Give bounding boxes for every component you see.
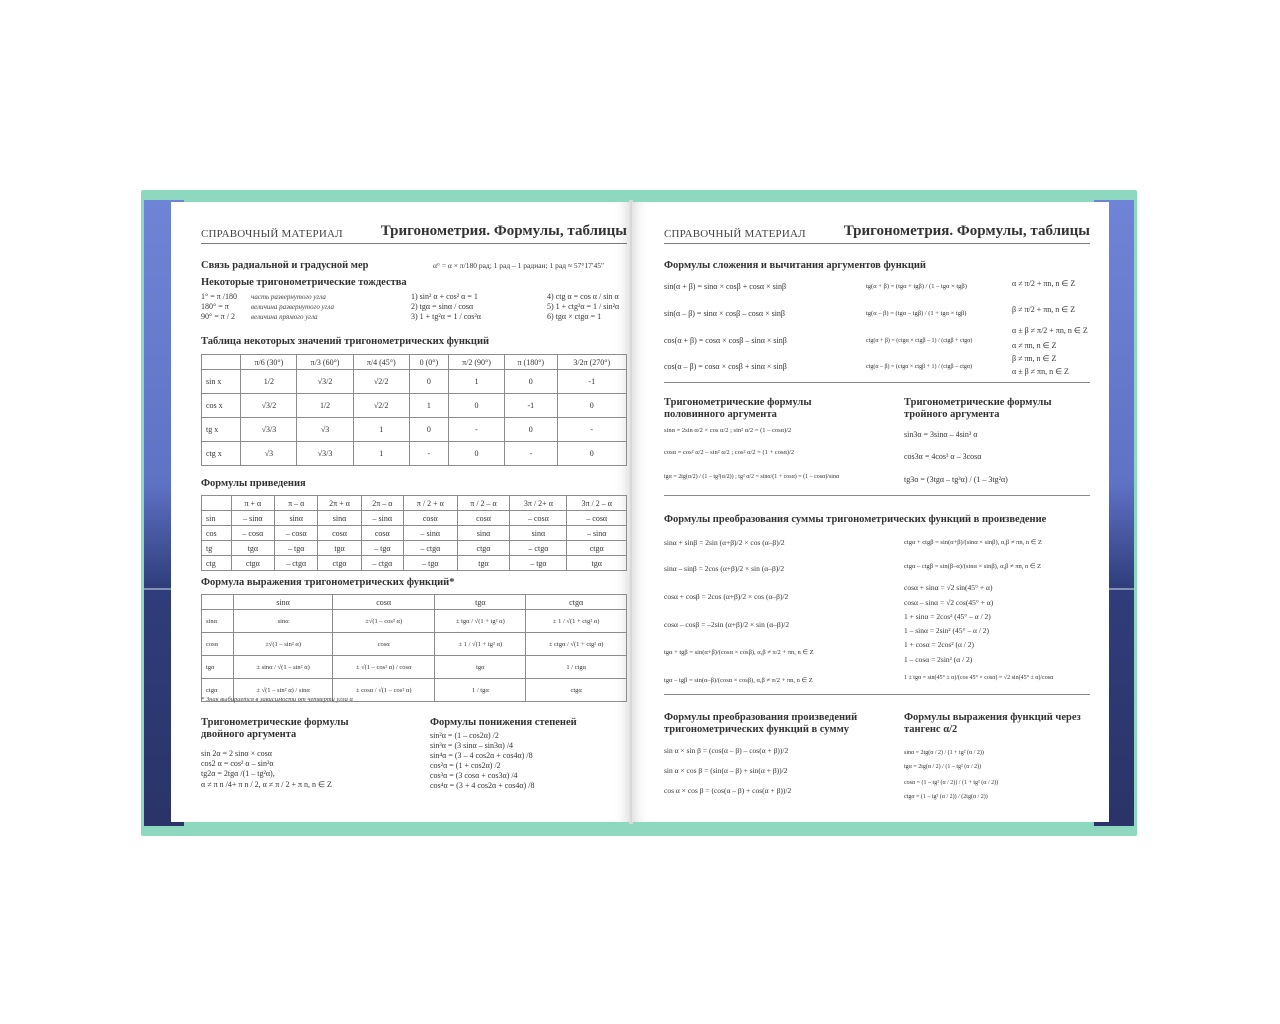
table-cell: sinα [457,526,510,541]
table-cell: – cosα [275,526,318,541]
page-title-right: Тригонометрия. Формулы, таблицы [843,223,1090,239]
table-cell: 1 / ctgα [526,656,627,679]
table-cell: √3 [297,418,353,442]
section-label-right: СПРАВОЧНЫЙ МАТЕРИАЛ [664,228,806,240]
addition-c3-4: β ≠ πn, n ∈ Z [1012,354,1057,363]
reduction_table-col-header: 3π / 2+ α [510,496,567,511]
addition-c3-5: α ± β ≠ πn, n ∈ Z [1012,367,1069,376]
sum-c2-3: cosα – sinα = √2 cos(45° + α) [904,598,994,607]
reduction_table-col-header: 3π / 2 – α [567,496,627,511]
table-cell: - [448,418,504,442]
reduction_table-col-header: 2π + α [318,496,361,511]
identity-c4-2: 6) tgα × ctgα = 1 [547,312,602,321]
power-reduction-3: cos²α = (1 + cos2α) /2 [430,761,501,770]
table-cell: – cosα [231,526,274,541]
product-to-sum-1: sin α × cos β = (sin(α – β) + sin(α + β))/2 [664,766,788,775]
table-cell: tgα [567,556,627,571]
sum-c2-2: cosα + sinα = √2 sin(45° + α) [904,583,993,592]
table-row [202,610,627,633]
row-header: sinα [202,610,234,633]
table-cell: ± sinα / √(1 – sin² α) [234,656,333,679]
section-label: СПРАВОЧНЫЙ МАТЕРИАЛ [201,228,343,240]
sum-c1-1: sinα – sinβ = 2cos (α+β)/2 × sin (α–β)/2 [664,564,785,573]
divider-1 [664,382,1090,383]
addition-c2-1: tg(α – β) = (tgα – tgβ) / (1 + tgα × tgβ) [866,310,967,317]
identities-heading: Некоторые тригонометрические тождества [201,277,407,288]
table-cell: ± 1 / √(1 + tg² α) [435,633,526,656]
table-cell: cosα [318,526,361,541]
reduction_table-col-header: π / 2 – α [457,496,510,511]
values_table-col-header: π (180°) [505,355,557,370]
identity-c3-2: 3) 1 + tg²α = 1 / cos²α [411,312,481,321]
values-table-heading: Таблица некоторых значений тригонометрических функций [201,336,490,347]
table-cell: – ctgα [403,541,457,556]
row-header: ctgα [202,679,234,702]
values_table-col-header: π/6 (30°) [241,355,297,370]
table-row [202,394,627,418]
expression-note: * Знак выбирается в зависимости от четверти угла α [201,696,353,703]
identity-c4-1: 5) 1 + ctg²α = 1 / sin²α [547,302,620,311]
table-cell: sinα [234,610,333,633]
sum-c1-0: sinα + sinβ = 2sin (α+β)/2 × cos (α–β)/2 [664,538,785,547]
addition-c3-0: α ≠ π/2 + πn, n ∈ Z [1012,279,1076,288]
reduction_table-col-header: π / 2 + α [403,496,457,511]
power-reduction-1: sin³α = (3 sinα – sin3α) /4 [430,741,514,750]
table-cell: sinα [510,526,567,541]
row-header: ctg [202,556,232,571]
addition-c1-2: cos(α + β) = cosα × cosβ – sinα × sinβ [664,336,787,345]
table-cell: 1 [353,442,409,466]
table-cell: ± 1 / √(1 + ctg² α) [526,610,627,633]
product-to-sum-heading: Формулы преобразования произведений тригонометрических функций в сумму [664,712,858,735]
identity-c2-0: часть развернутого угла [251,293,326,301]
row-header: sin [202,511,232,526]
table-cell: 0 [409,418,448,442]
half-arg-heading: Тригонометрические формулы половинного аргумента [664,397,812,420]
half-arg-1: cosα = cos² α/2 – sin² α/2 ; cos² α/2 = (1 + cosα)/2 [664,449,795,456]
row-header: tg x [202,418,241,442]
triple-arg-heading: Тригонометрические формулы тройного аргумента [904,397,1052,420]
right-page [632,202,1109,822]
table-cell: – sinα [567,526,627,541]
reduction_table-col-header: 2π – α [361,496,403,511]
table-cell: – ctgα [275,556,318,571]
table-cell: tgα [231,541,274,556]
table-cell: √2/2 [353,370,409,394]
table-cell: ctgα [526,679,627,702]
power-reduction-5: cos⁴α = (3 + 4 cos2α + cos4α) /8 [430,781,535,790]
half-arg-2: tgα = 2tg(α/2) / (1 – tg²(α/2)) ; tg² α/2 = sinα/(1 + cosα) = (1 – cosα)/sinα [664,474,840,480]
product-to-sum-2: cos α × cos β = (cos(α – β) + cos(α + β))/2 [664,786,792,795]
table-cell: ctgα [231,556,274,571]
table-row [202,511,627,526]
table-cell: √2/2 [353,394,409,418]
radian-degree-heading: Связь радиальной и градусной мер [201,260,369,271]
table-cell: - [505,442,557,466]
table-cell: ctgα [318,556,361,571]
reduction_table-col-header: π – α [275,496,318,511]
sum-c2-0: ctgα + ctgβ = sin(α+β)/(sinα × sinβ), α,β ≠ πn, n ∈ Z [904,539,1042,546]
table-cell: – tgα [361,541,403,556]
values_table-col-header [202,355,241,370]
table-cell: 0 [409,370,448,394]
table-row [202,442,627,466]
reduction-heading: Формулы приведения [201,478,306,489]
addition-c2-3: ctg(α – β) = (ctgα × ctgβ + 1) / (ctgβ – ctgα) [866,364,973,370]
reduction-table [201,495,627,571]
expression-heading: Формула выражения тригонометрических функций* [201,577,455,588]
addition-c2-0: tg(α + β) = (tgα + tgβ) / (1 – tgα × tgβ) [866,283,967,290]
right-page-header [664,222,1090,244]
half-tangent-heading: Формулы выражения функций через тангенс α/2 [904,712,1081,735]
row-header: cos [202,526,232,541]
table-row [202,526,627,541]
table-cell: √3/3 [297,442,353,466]
table-cell: ± cosα / √(1 – cos² α) [332,679,434,702]
power-reduction-4: cos³α = (3 cosα + cos3α) /4 [430,771,518,780]
table-row [202,656,627,679]
sum-c2-7: 1 – cosα = 2sin² (α / 2) [904,655,973,664]
table-cell: -1 [505,394,557,418]
addition-heading: Формулы сложения и вычитания аргументов функций [664,260,926,271]
table-row [202,633,627,656]
table-cell: 0 [557,394,626,418]
table-cell: ± tgα / √(1 + tg² α) [435,610,526,633]
table-cell: – cosα [567,511,627,526]
power-reduction-0: sin²α = (1 – cos2α) /2 [430,731,499,740]
half-tangent-2: cosα = (1 – tg² (α / 2)) / (1 + tg² (α / 2)) [904,780,999,786]
table-cell: 0 [505,370,557,394]
table-cell: cosα [457,511,510,526]
table-cell: √3/2 [241,394,297,418]
sum-to-product-heading: Формулы преобразования суммы тригонометрических функций в произведение [664,514,1047,525]
table-cell: – tgα [510,556,567,571]
sum-c2-5: 1 – sinα = 2sin² (45° – α / 2) [904,626,990,635]
triple-arg-2: tg3α = (3tgα – tg³α) / (1 – 3tg²α) [904,475,1008,484]
left-page [171,202,630,822]
values-table [201,354,627,466]
table-cell: ± √(1 – sin² α) / sinα [234,679,333,702]
table-row [202,418,627,442]
expression-table [201,594,627,702]
table-cell: sinα [275,511,318,526]
table-cell: – ctgα [361,556,403,571]
table-cell: √3 [241,442,297,466]
identity-c2-2: величина прямого угла [251,313,318,321]
addition-c1-3: cos(α – β) = cosα × cosβ + sinα × sinβ [664,362,787,371]
table-cell: – sinα [403,526,457,541]
identity-c4-0: 4) ctg α = cos α / sin α [547,292,619,301]
values_table-col-header: π/4 (45°) [353,355,409,370]
row-header: cos x [202,394,241,418]
table-cell: 0 [557,442,626,466]
sum-c2-6: 1 + cosα = 2cos² (α / 2) [904,640,975,649]
table-row [202,370,627,394]
page-title: Тригонометрия. Формулы, таблицы [380,223,627,239]
reduction_table-col-header [202,496,232,511]
sum-c2-8: 1 ± tgα = sin(45° ± α)/(cos 45° × cosα) = √2 sin(45° ± α)/cosα [904,675,1054,681]
table-cell: -1 [557,370,626,394]
values_table-col-header: 0 (0°) [409,355,448,370]
values_table-col-header: 3/2π (270°) [557,355,626,370]
double-arg-3: α ≠ π n /4+ π n / 2, α ≠ π / 2 + π n, n ∈ Z [201,780,332,789]
table-cell: 1 [353,418,409,442]
addition-c3-2: α ± β ≠ π/2 + πn, n ∈ Z [1012,326,1088,335]
sum-c2-4: 1 + sinα = 2cos² (45° – α / 2) [904,612,991,621]
row-header: tgα [202,656,234,679]
identity-c1-1: 180° = π [201,302,229,311]
addition-c1-1: sin(α – β) = sinα × cosβ – cosα × sinβ [664,309,785,318]
expression_table-col-header [202,595,234,610]
identity-c2-1: величина развернутого угла [251,303,334,311]
addition-c3-3: α ≠ πn, n ∈ Z [1012,341,1057,350]
row-header: cosα [202,633,234,656]
table-cell: 1 [448,370,504,394]
table-row [202,556,627,571]
table-cell: ± √(1 – cos² α) / cosα [332,656,434,679]
table-cell: 0 [448,442,504,466]
table-cell: ±√(1 – cos² α) [332,610,434,633]
addition-c3-1: β ≠ π/2 + πn, n ∈ Z [1012,305,1076,314]
table-cell: tgα [435,656,526,679]
half-tangent-1: tgα = 2tg(α / 2) / (1 – tg² (α / 2)) [904,764,982,770]
table-cell: – ctgα [510,541,567,556]
values_table-col-header: π/3 (60°) [297,355,353,370]
expression_table-col-header: tgα [435,595,526,610]
half-tangent-0: sinα = 2tg(α / 2) / (1 + tg² (α / 2)) [904,750,984,756]
table-cell: 0 [448,394,504,418]
planner-book [141,190,1137,836]
addition-c1-0: sin(α + β) = sinα × cosβ + cosα × sinβ [664,282,787,291]
table-cell: cosα [361,526,403,541]
table-cell: – cosα [510,511,567,526]
table-row [202,541,627,556]
product-to-sum-0: sin α × sin β = (cos(α – β) – cos(α + β))/2 [664,746,789,755]
table-cell: ctgα [457,541,510,556]
table-cell: – tgα [403,556,457,571]
divider-2 [664,495,1090,496]
sum-c1-5: tgα – tgβ = sin(α–β)/(cosα × cosβ), α,β ≠ π/2 + πn, n ∈ Z [664,677,813,684]
power-reduction-2: sin⁴α = (3 – 4 cos2α + cos4α) /8 [430,751,533,760]
row-header: ctg x [202,442,241,466]
row-header: tg [202,541,232,556]
identity-c1-0: 1° = π /180 [201,292,237,301]
radian-degree-formula: α° = α × π/180 рад; 1 рад – 1 радиан; 1 рад ≈ 57°17′45″ [433,261,605,270]
table-cell: 1/2 [241,370,297,394]
table-cell: 1/2 [297,394,353,418]
reduction_table-col-header: π + α [231,496,274,511]
double-arg-2: tg2α = 2tgα /(1 – tg²α), [201,769,275,778]
table-cell: tgα [318,541,361,556]
half-arg-0: sinα = 2sin α/2 × cos α/2 ; sin² α/2 = (1 – cosα)/2 [664,427,792,434]
table-cell: - [557,418,626,442]
row-header: sin x [202,370,241,394]
table-cell: ±√(1 – sin² α) [234,633,333,656]
table-cell: - [409,442,448,466]
sum-c1-2: cosα + cosβ = 2cos (α+β)/2 × cos (α–β)/2 [664,592,789,601]
table-cell: 0 [505,418,557,442]
table-cell: ± ctgα / √(1 + ctg² α) [526,633,627,656]
expression_table-col-header: sinα [234,595,333,610]
identity-c3-0: 1) sin² α + cos² α = 1 [411,292,478,301]
table-cell: sinα [318,511,361,526]
table-cell: cosα [332,633,434,656]
sum-c2-1: ctgα – ctgβ = sin(β–α)/(sinα × sinβ), α,β ≠ πn, n ∈ Z [904,563,1042,570]
triple-arg-1: cos3α = 4cos³ α – 3cosα [904,452,982,461]
table-cell: 1 [409,394,448,418]
table-cell: √3/2 [297,370,353,394]
identity-c3-1: 2) tgα = sinα / cosα [411,302,474,311]
double-arg-1: cos2 α = cos² α – sin²α [201,759,274,768]
table-cell: 1 / tgα [435,679,526,702]
divider-3 [664,694,1090,695]
table-cell: ctgα [567,541,627,556]
table-cell: tgα [457,556,510,571]
sum-c1-3: cosα – cosβ = –2sin (α+β)/2 × sin (α–β)/2 [664,620,790,629]
addition-c2-2: ctg(α + β) = (ctgα × ctgβ – 1) / (ctgβ + ctgα) [866,338,973,344]
sum-c1-4: tgα + tgβ = sin(α+β)/(cosα × cosβ), α,β ≠ π/2 + πn, n ∈ Z [664,649,814,656]
expression_table-col-header: cosα [332,595,434,610]
identity-c1-2: 90° = π / 2 [201,312,235,321]
table-cell: cosα [403,511,457,526]
triple-arg-0: sin3α = 3sinα – 4sin³ α [904,430,978,439]
left-page-header [201,222,627,244]
power-reduction-heading: Формулы понижения степеней [430,717,577,728]
double-arg-0: sin 2α = 2 sinα × cosα [201,749,272,758]
half-tangent-3: ctgα = (1 – tg² (α / 2)) / (2tg(α / 2)) [904,794,988,800]
table-cell: – sinα [361,511,403,526]
double-arg-heading: Тригонометрические формулы двойного аргумента [201,717,349,740]
table-cell: – sinα [231,511,274,526]
expression_table-col-header: ctgα [526,595,627,610]
table-cell: – tgα [275,541,318,556]
table-cell: √3/3 [241,418,297,442]
values_table-col-header: π/2 (90°) [448,355,504,370]
